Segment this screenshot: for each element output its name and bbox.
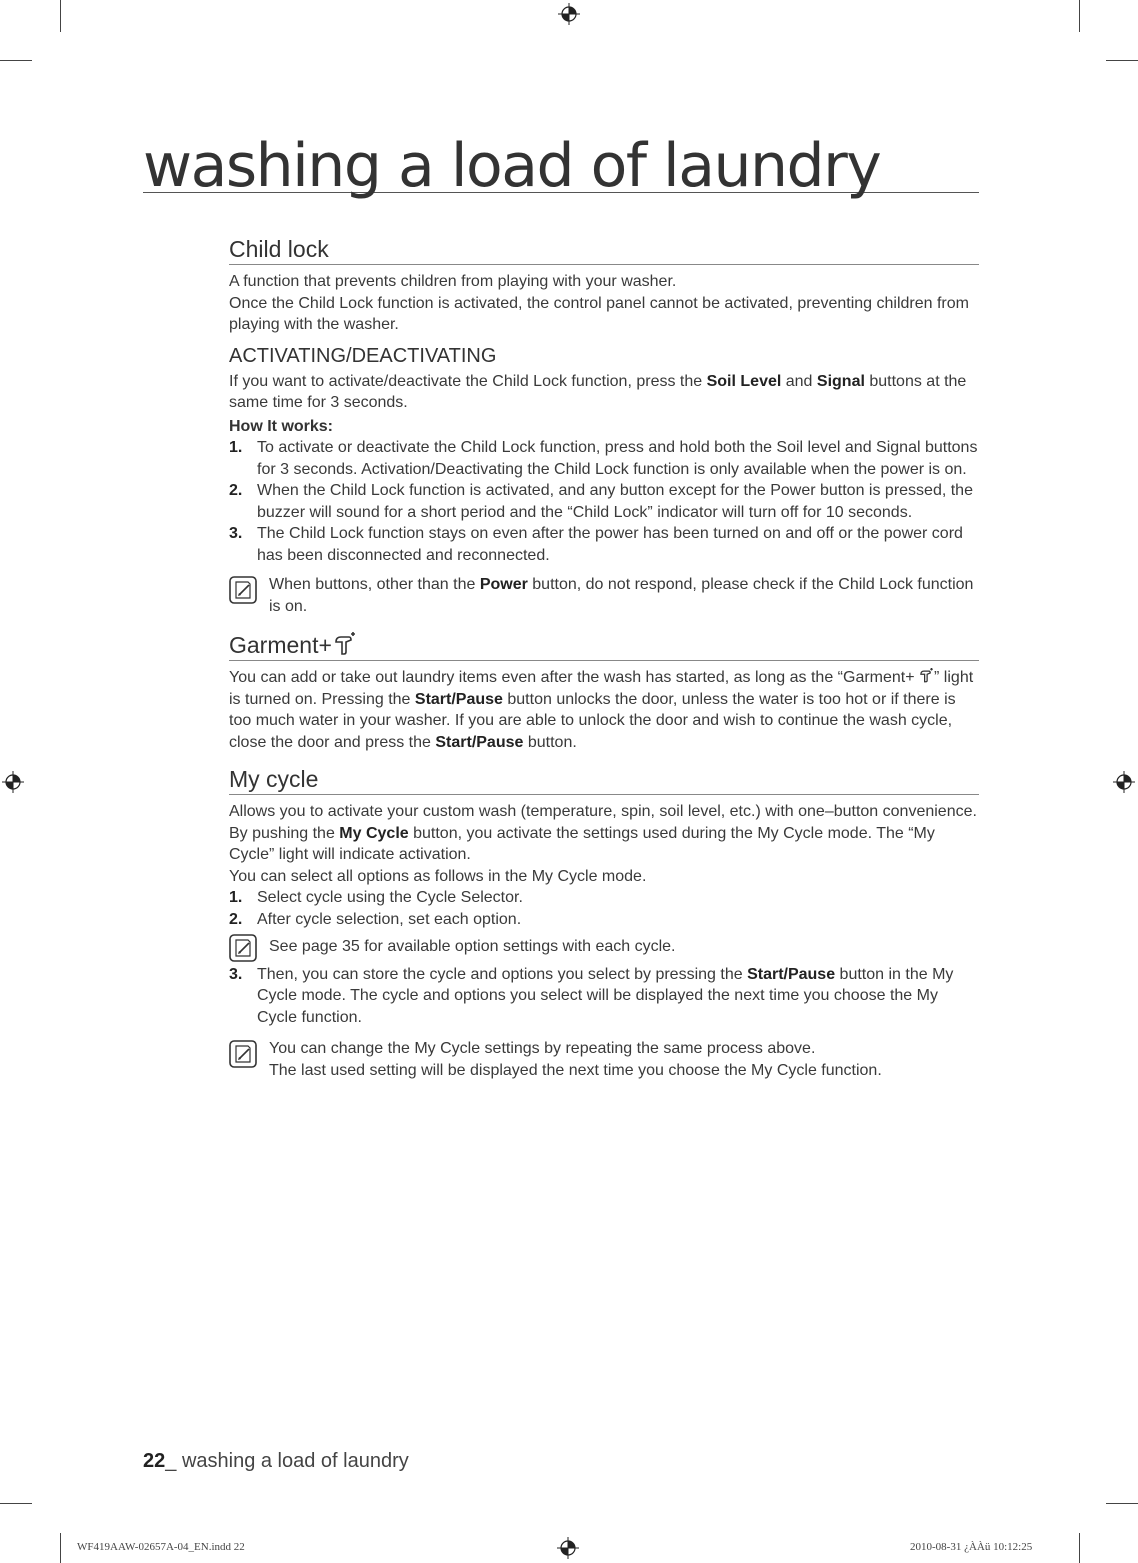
crop-mark (0, 1503, 32, 1504)
note (229, 936, 979, 958)
text-run: If you want to activate/deactivate the Child Lock function, press the (229, 372, 707, 390)
page-footer (143, 1450, 409, 1473)
list-text: When the Child Lock function is activated, and any button except for the Power button is pressed, the buzzer will sound for a short period and the “Child Lock” indicator will turn off for 10 seconds. (257, 482, 973, 521)
steps-list (229, 887, 979, 930)
paragraph: You can select all options as follows in the My Cycle mode. (229, 867, 647, 885)
note (229, 574, 979, 617)
list-number: 2. (229, 482, 243, 499)
section-heading-child-lock: Child lock (229, 235, 979, 265)
registration-mark-icon (557, 1537, 579, 1559)
list-text: The Child Lock function stays on even after the power has been turned on and off or the power cord has been disconnected and reconnected. (257, 525, 963, 564)
note-icon (229, 1040, 257, 1068)
page-footer-label: washing a load of laundry (181, 1450, 409, 1472)
text-run: By pushing the (229, 824, 340, 842)
list-text: After cycle selection, set each option. (257, 910, 522, 928)
crop-mark (1079, 0, 1080, 32)
text-run: ” light is turned on. Pressing the (229, 669, 974, 708)
text-run: button unlocks the door, unless the water is too hot or if there is too much water in your washer. If you are able to unlock the door and wish to continue the wash cycle, close the door and press the (229, 690, 956, 751)
paragraph: Once the Child Lock function is activated, the control panel cannot be activated, preventing children from playing with the washer. (229, 294, 969, 333)
text-run: button, you activate the settings used during the My Cycle mode. The “My Cycle” light will indicate activation. (229, 824, 935, 863)
main-content (229, 235, 979, 1089)
list-item (229, 480, 979, 523)
print-slug-right: 2010-08-31 ¿ÀÀü 10:12:25 (910, 1541, 1033, 1553)
list-number: 2. (229, 910, 243, 928)
print-slug-left: WF419AAW-02657A-04_EN.indd 22 (77, 1541, 245, 1553)
list-number: 3. (229, 525, 243, 542)
text-run: When buttons, other than the (269, 576, 480, 593)
note-icon (229, 576, 257, 604)
crop-mark (1079, 1533, 1080, 1563)
registration-mark-icon (558, 3, 580, 25)
list-number: 1. (229, 439, 243, 456)
list-item (229, 437, 979, 480)
section-heading-my-cycle: My cycle (229, 765, 979, 795)
note-text: You can change the My Cycle settings by repeating the same process above. (269, 1040, 816, 1057)
section-heading-garment (229, 631, 979, 661)
crop-mark (1106, 1503, 1138, 1504)
note-text: See page 35 for available option settings with each cycle. (269, 938, 676, 955)
text-run: button in the My Cycle mode. The cycle and options you select will be displayed the next time you choose the My Cycle function. (257, 965, 954, 1026)
page-separator: _ (165, 1450, 182, 1472)
bold-text: Power (479, 576, 528, 593)
bold-text: Start/Pause (747, 965, 836, 983)
list-number: 3. (229, 965, 243, 983)
garment-plus-icon (919, 668, 934, 683)
paragraph (229, 823, 979, 866)
steps-list (229, 964, 979, 1029)
text-run: button, do not respond, please check if the Child Lock function is on. (269, 576, 974, 615)
list-item (229, 964, 979, 1029)
list-item (229, 523, 979, 566)
text-run: You can add or take out laundry items even after the wash has started, as long as the “Garment+ (229, 669, 920, 686)
note-icon (229, 934, 257, 962)
list-text: To activate or deactivate the Child Lock function, press and hold both the Soil level and Signal buttons for 3 seconds. Activation/Deactivating the Child Lock function is only available when the power is on. (257, 439, 978, 478)
crop-mark (0, 60, 32, 61)
list-text: Select cycle using the Cycle Selector. (257, 889, 523, 906)
bold-text: Start/Pause (414, 690, 503, 708)
page-number: 22 (143, 1450, 166, 1472)
text-run: and (781, 372, 817, 390)
list-item (229, 887, 979, 909)
text-run: Then, you can store the cycle and options you select by pressing the (257, 965, 748, 983)
crop-mark (60, 0, 61, 32)
paragraph (229, 371, 979, 414)
bold-text: Signal (816, 372, 865, 390)
list-item (229, 909, 979, 931)
bold-text: Start/Pause (435, 733, 524, 751)
paragraph: A function that prevents children from playing with your washer. (229, 273, 677, 290)
note-text: The last used setting will be displayed the next time you choose the My Cycle function. (269, 1061, 882, 1079)
crop-mark (1106, 60, 1138, 61)
sub-heading-activating: ACTIVATING/DEACTIVATING (229, 344, 497, 367)
how-it-works-heading: How It works: (229, 417, 334, 435)
heading-text: Garment+ (229, 632, 332, 658)
paragraph (229, 667, 979, 753)
text-run: buttons at the same time for 3 seconds. (229, 372, 967, 411)
page-title: washing a load of laundry (143, 131, 881, 201)
note (229, 1038, 979, 1081)
text-run: button. (523, 733, 577, 751)
bold-text: Soil Level (706, 372, 782, 390)
bold-text: My Cycle (339, 824, 409, 842)
garment-plus-icon (333, 632, 357, 656)
paragraph: Allows you to activate your custom wash (temperature, spin, soil level, etc.) with one–button convenience. (229, 803, 977, 820)
crop-mark (60, 1533, 61, 1563)
list-number: 1. (229, 889, 243, 906)
steps-list (229, 437, 979, 566)
registration-mark-icon (2, 771, 24, 793)
registration-mark-icon (1113, 771, 1135, 793)
